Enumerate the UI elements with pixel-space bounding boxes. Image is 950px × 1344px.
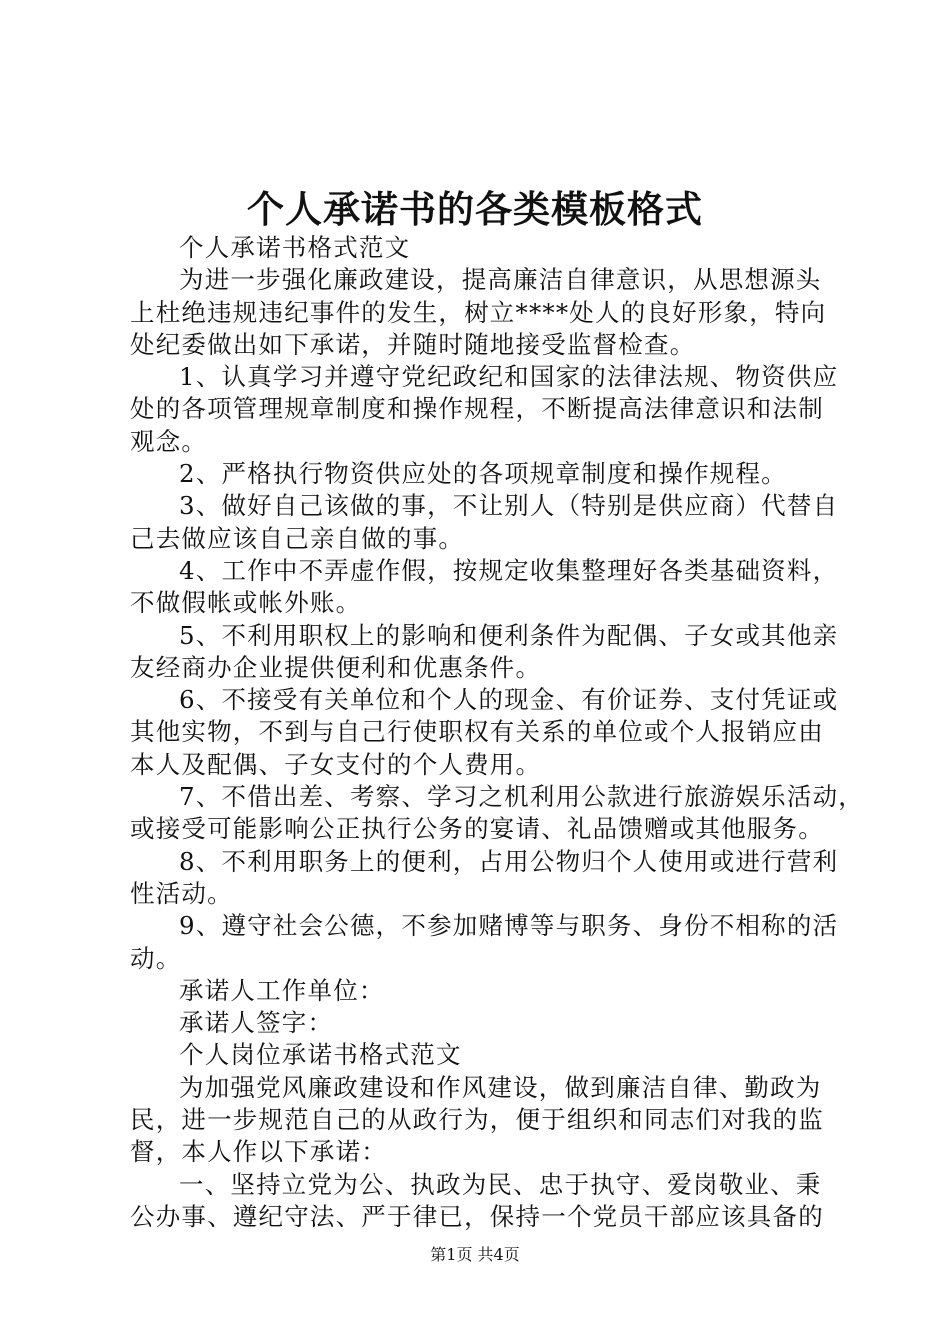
paragraph-line: 为加强党风廉政建设和作风建设，做到廉洁自律、勤政为 <box>179 1072 822 1102</box>
paragraph-line: 9、遵守社会公德，不参加赌博等与职务、身份不相称的活 <box>179 911 839 941</box>
paragraph-line: 观念。 <box>130 426 208 456</box>
paragraph-line: 3、做好自己该做的事，不让别人（特别是供应商）代替自 <box>179 491 839 521</box>
paragraph-line: 动。 <box>130 943 182 973</box>
paragraph-line: 上杜绝违规违纪事件的发生，树立****处人的良好形象，特向 <box>130 297 827 327</box>
document-body <box>130 232 864 1233</box>
paragraph-line: 6、不接受有关单位和个人的现金、有价证券、支付凭证或 <box>179 685 839 715</box>
paragraph-line: 为进一步强化廉政建设，提高廉洁自律意识，从思想源头 <box>179 265 822 295</box>
paragraph-line: 2、严格执行物资供应处的各项规章制度和操作规程。 <box>179 459 787 489</box>
paragraph-line: 承诺人签字： <box>179 1008 334 1038</box>
paragraph-line: 个人承诺书格式范文 <box>179 233 411 262</box>
paragraph-line: 己去做应该自己亲自做的事。 <box>130 523 465 553</box>
paragraph-line: 督，本人作以下承诺： <box>130 1137 387 1167</box>
paragraph-line: 性活动。 <box>130 878 233 908</box>
paragraph-line: 一、坚持立党为公、执政为民、忠于执守、爱岗敬业、秉 <box>179 1169 822 1199</box>
paragraph-line: 处的各项管理规章制度和操作规程，不断提高法律意识和法制 <box>130 394 824 424</box>
paragraph-line: 承诺人工作单位： <box>179 975 385 1005</box>
paragraph-line: 8、不利用职务上的便利，占用公物归个人使用或进行营利 <box>179 846 839 876</box>
paragraph-line: 本人及配偶、子女支付的个人费用。 <box>130 749 542 779</box>
document-title: 个人承诺书的各类模板格式 <box>247 187 703 231</box>
paragraph-line: 个人岗位承诺书格式范文 <box>179 1040 462 1070</box>
page-number: 第1页 共4页 <box>430 1245 520 1264</box>
paragraph-line: 7、不借出差、考察、学习之机利用公款进行旅游娱乐活动， <box>179 782 864 812</box>
paragraph-line: 或接受可能影响公正执行公务的宴请、礼品馈赠或其他服务。 <box>130 814 824 844</box>
paragraph-line: 4、工作中不弄虚作假，按规定收集整理好各类基础资料， <box>179 555 839 585</box>
paragraph-line: 民，进一步规范自己的从政行为，便于组织和同志们对我的监 <box>130 1105 824 1135</box>
paragraph-line: 处纪委做出如下承诺，并随时随地接受监督检查。 <box>130 329 696 359</box>
paragraph-line: 1、认真学习并遵守党纪政纪和国家的法律法规、物资供应 <box>179 362 839 392</box>
paragraph-line: 友经商办企业提供便利和优惠条件。 <box>130 652 542 682</box>
paragraph-line: 其他实物，不到与自己行使职权有关系的单位或个人报销应由 <box>130 717 824 747</box>
paragraph-line: 不做假帐或帐外账。 <box>130 588 362 618</box>
paragraph-line: 5、不利用职权上的影响和便利条件为配偶、子女或其他亲 <box>179 620 839 650</box>
paragraph-line: 公办事、遵纪守法、严于律已，保持一个党员干部应该具备的 <box>130 1201 824 1231</box>
